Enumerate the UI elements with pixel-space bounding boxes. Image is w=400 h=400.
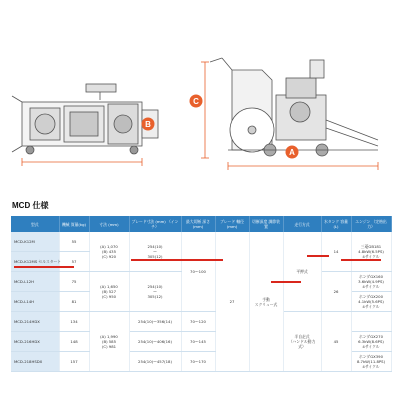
header-blade: ブレード寸法 (mm) （インチ） xyxy=(129,216,181,232)
cell-model: MCD-K12M xyxy=(11,232,59,252)
highlight-underline-engine xyxy=(341,259,381,261)
header-drive: 走行方式 xyxy=(283,216,321,232)
cell-depth: 70～170 xyxy=(181,352,215,372)
cell-model: MCD-L12H xyxy=(11,272,59,292)
cell-depth: 70～120 xyxy=(181,312,215,332)
dimension-c xyxy=(190,62,210,158)
top-view-machine xyxy=(12,84,158,154)
cell-engine: ホンダGX270 6.3kW(8.6PS) 4サイクル xyxy=(351,332,391,352)
dimension-a-label: A xyxy=(289,148,295,157)
header-engine: エンジン （定格出力） xyxy=(351,216,391,232)
cell-mass: 157 xyxy=(59,352,89,372)
cell-model: MCD-K12MS セルスタート xyxy=(11,252,59,272)
spec-table xyxy=(11,216,392,372)
cell-drive: 平押式 xyxy=(283,232,321,312)
cell-engine: ホンダGX200 4.1kW(5.6PS) 4サイクル xyxy=(351,292,391,312)
highlight-underline-tank xyxy=(307,255,329,257)
cell-tank: 26 xyxy=(321,272,351,312)
cell-blade: 254(10)～356(14) xyxy=(129,312,181,332)
cell-mass: 81 xyxy=(59,292,89,312)
cell-dims: (A) 1,650 (B) 527 (C) 950 xyxy=(89,272,129,312)
cell-engine: ホンダGX390 8.7kW(11.8PS) 4サイクル xyxy=(351,352,391,372)
cell-blade: 254(10)～406(16) xyxy=(129,332,181,352)
cell-shaft: 27 xyxy=(215,232,249,372)
cell-blade: 254(10)～457(18) xyxy=(129,352,181,372)
cell-mass: 148 xyxy=(59,332,89,352)
machine-drawing xyxy=(0,0,400,195)
table-row xyxy=(11,312,391,332)
table-row xyxy=(11,232,391,252)
cell-dims: (A) 1,070 (B) 435 (C) 920 xyxy=(89,232,129,272)
cell-engine: 三菱GB181 4.8kW(6.5PS) 4サイクル xyxy=(351,232,391,272)
highlight-underline-blade-depth xyxy=(131,259,223,261)
header-tank: 水タンク 容量 (L) xyxy=(321,216,351,232)
cell-depth: 70～100 xyxy=(181,232,215,312)
cell-depth: 70～145 xyxy=(181,332,215,352)
cell-blade: 254(10) ～ 305(12) xyxy=(129,232,181,272)
table-header-row xyxy=(11,216,391,232)
cell-engine xyxy=(351,312,391,332)
cell-mass: 55 xyxy=(59,232,89,252)
cell-tank: 45 xyxy=(321,312,351,372)
cell-mass: 57 xyxy=(59,252,89,272)
cell-engine: ホンダGX160 3.6kW(4.9PS) 4サイクル xyxy=(351,272,391,292)
cell-model: MCD-218HSDX xyxy=(11,352,59,372)
dimension-c-label: C xyxy=(193,97,199,106)
section-title: MCD 仕様 xyxy=(12,201,49,210)
cell-mass: 75 xyxy=(59,272,89,292)
cell-tank: 14 xyxy=(321,232,351,272)
cell-dims: (A) 1,990 (B) 585 (C) 981 xyxy=(89,312,129,372)
header-depth: 最大切断 深さ (mm) xyxy=(181,216,215,232)
header-shaft: ブレード 軸径(mm) xyxy=(215,216,249,232)
header-model: 型式 xyxy=(11,216,59,232)
cell-model: MCD-214HDX xyxy=(11,312,59,332)
cell-mass: 134 xyxy=(59,312,89,332)
highlight-underline-drive xyxy=(271,281,301,283)
cell-blade: 254(10) ～ 305(12) xyxy=(129,272,181,312)
header-dims: 寸法 (mm) xyxy=(89,216,129,232)
cell-model: MCD-216HDX xyxy=(11,332,59,352)
header-adjust: 切断深度 調節装置 xyxy=(249,216,283,232)
header-mass: 機械 質量(kg) xyxy=(59,216,89,232)
cell-adjust: 手動 スクリュー式 xyxy=(249,232,283,372)
side-view-machine xyxy=(210,58,378,156)
cell-drive: 半自走式 （ハンドル動力 式） xyxy=(283,312,321,372)
dimension-b-label: B xyxy=(145,120,151,129)
cell-model: MCD-L14H xyxy=(11,292,59,312)
highlight-underline-model-k12ms xyxy=(14,266,74,268)
